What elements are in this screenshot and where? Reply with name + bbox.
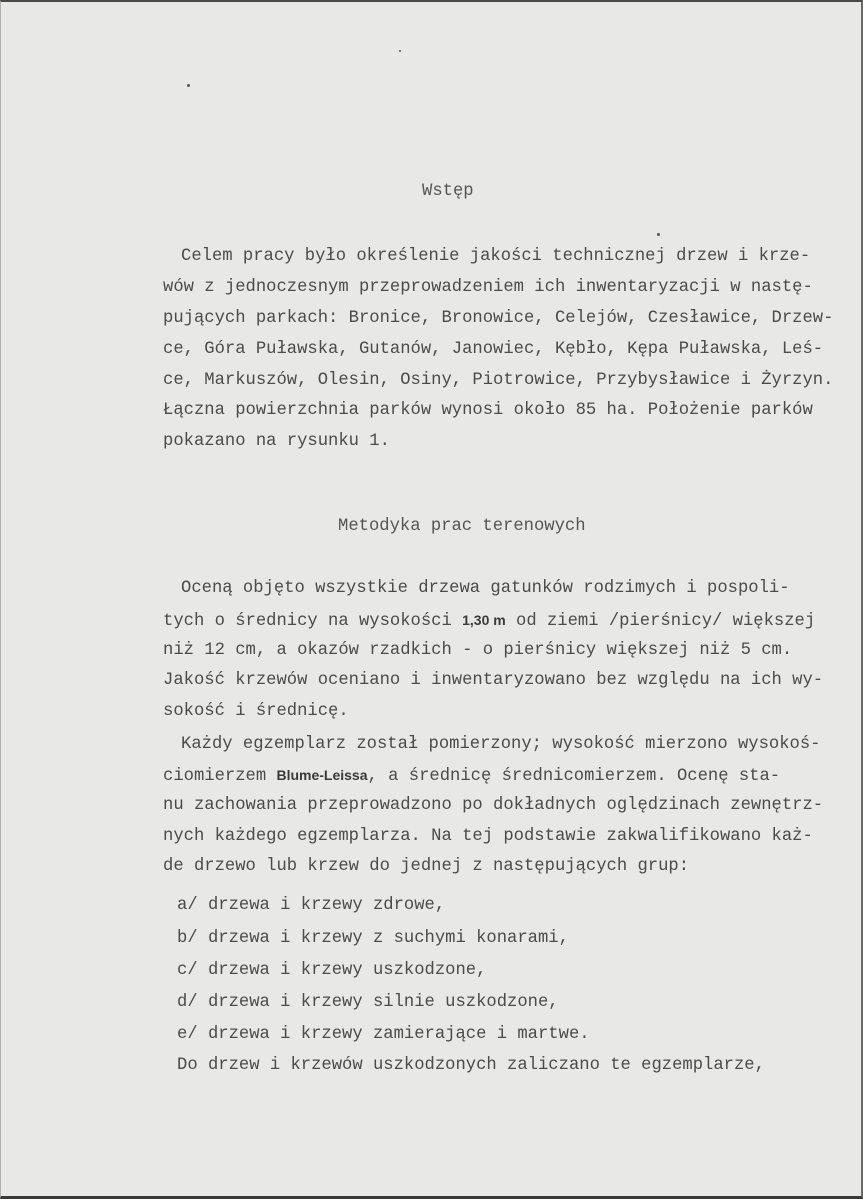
- paragraph-line: ce, Góra Puławska, Gutanów, Janowiec, Kębło, Kępa Puławska, Leś-: [163, 340, 824, 359]
- measurement-value: 1,30 m: [462, 612, 506, 628]
- line-text: ciomierzem: [163, 767, 277, 786]
- paragraph-line: nu zachowania przeprowadzono po dokładnych oględzinach zewnętrz-: [163, 796, 824, 815]
- paragraph-line: Oceną objęto wszystkie drzewa gatunków rodzimych i pospoli-: [181, 579, 790, 598]
- paragraph-line: pokazano na rysunku 1.: [163, 432, 390, 451]
- line-text: od ziemi /pierśnicy/ większej: [505, 612, 816, 631]
- list-item: c/ drzewa i krzewy uszkodzone,: [177, 961, 487, 980]
- instrument-name: Blume-Leissa: [276, 767, 368, 783]
- paragraph-line: nych każdego egzemplarza. Na tej podstawie zakwalifikowano każ-: [163, 827, 813, 846]
- paragraph-line: niż 12 cm, a okazów rzadkich - o pierśnicy większej niż 5 cm.: [163, 641, 793, 660]
- paragraph-line: pujących parkach: Bronice, Bronowice, Celejów, Czesławice, Drzew-: [163, 309, 834, 328]
- paragraph-line: ce, Markuszów, Olesin, Osiny, Piotrowice, Przybysławice i Żyrzyn.: [163, 371, 834, 390]
- line-text: tych o średnicy na wysokości: [163, 612, 463, 631]
- list-item: b/ drzewa i krzewy z suchymi konarami,: [177, 929, 569, 948]
- line-text: , a średnicę średnicomierzem. Ocenę sta-: [367, 767, 781, 786]
- list-item: a/ drzewa i krzewy zdrowe,: [177, 896, 446, 915]
- paragraph-line: Celem pracy było określenie jakości technicznej drzew i krze-: [181, 247, 811, 266]
- paragraph-line: Każdy egzemplarz został pomierzony; wysokość mierzono wysokoś-: [181, 735, 821, 754]
- section-heading-wstep: Wstęp: [422, 182, 474, 201]
- list-item: e/ drzewa i krzewy zamierające i martwe.: [177, 1025, 590, 1044]
- paper-speck: [657, 233, 660, 236]
- paragraph-line: wów z jednoczesnym przeprowadzeniem ich inwentaryzacji w nastę-: [163, 278, 813, 297]
- paragraph-line: [163, 765, 780, 787]
- section-heading-metodyka: Metodyka prac terenowych: [338, 517, 586, 536]
- list-item: d/ drzewa i krzewy silnie uszkodzone,: [177, 993, 559, 1012]
- paper-speck: [187, 84, 190, 87]
- paragraph-line: Jakość krzewów oceniano i inwentaryzowano bez względu na ich wy-: [163, 671, 824, 690]
- paper-speck: [399, 50, 401, 52]
- paragraph-line: de drzewo lub krzew do jednej z następujących grup:: [163, 857, 690, 876]
- paragraph-line: Łączna powierzchnia parków wynosi około 85 ha. Położenie parków: [163, 401, 813, 420]
- paragraph-line: [163, 610, 815, 632]
- paragraph-line: Do drzew i krzewów uszkodzonych zaliczano te egzemplarze,: [177, 1056, 765, 1075]
- paragraph-line: sokość i średnicę.: [163, 702, 349, 721]
